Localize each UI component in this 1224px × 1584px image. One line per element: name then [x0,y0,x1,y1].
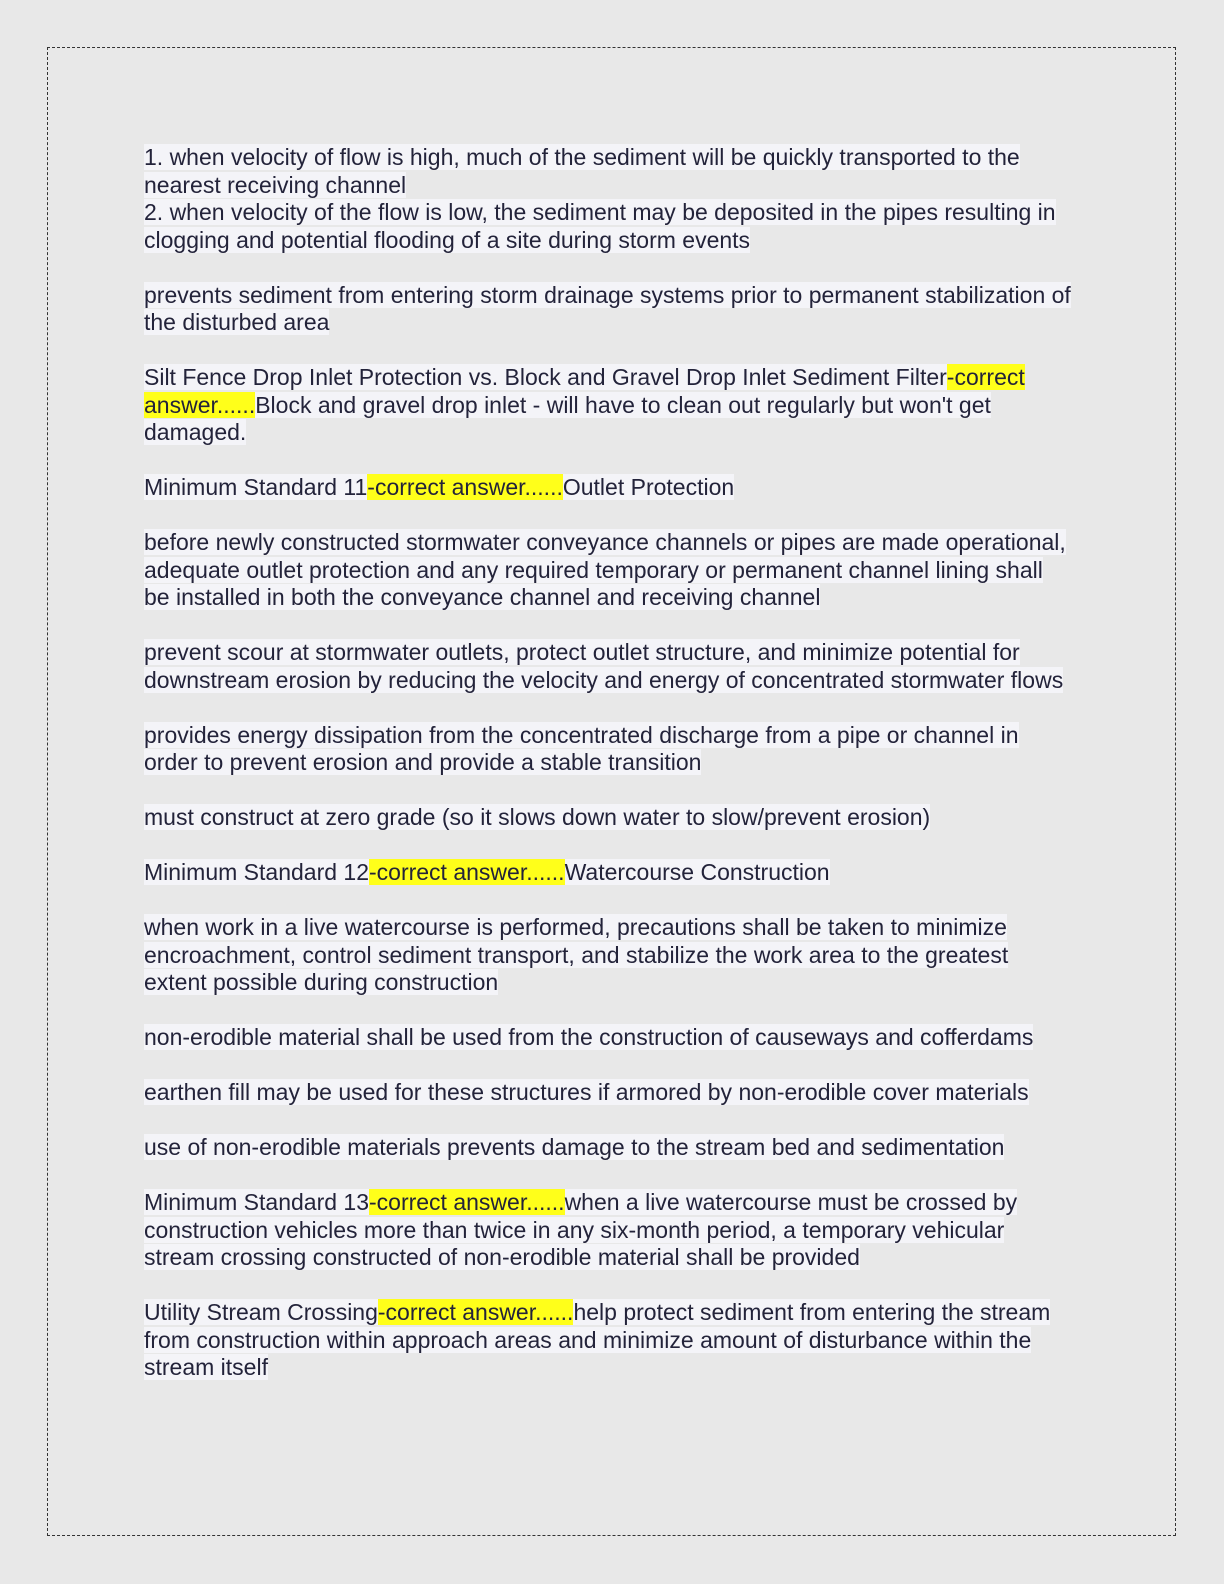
paragraph-term: Minimum Standard 11 [144,474,368,500]
paragraph-text: non-erodible material shall be used from the construction of causeways and cofferdams [144,1024,1034,1050]
paragraph [144,1024,1074,1052]
paragraph-answer: Block and gravel drop inlet - will have to clean out regularly but won't get damaged. [144,391,991,445]
paragraph-velocity-notes [144,144,1074,199]
correct-answer-marker: -correct answer...... [367,474,563,500]
paragraph-term: Minimum Standard 13 [144,1189,369,1215]
paragraph-term: Silt Fence Drop Inlet Protection vs. Block and Gravel Drop Inlet Sediment Filter [144,364,947,390]
paragraph [144,1299,1074,1382]
correct-answer-marker: -correct answer...... [144,364,1025,418]
paragraph-answer: help protect sediment from entering the stream from construction within approach areas and minimize amount of disturbance within the stream itself [144,1299,1051,1380]
document-body [144,144,1074,1409]
paragraph [144,282,1074,337]
paragraph [144,639,1074,694]
paragraph [144,364,1074,447]
correct-answer-marker: -correct answer...... [369,1189,565,1215]
paragraph [144,474,1074,502]
paragraph-text: 2. when velocity of the flow is low, the sediment may be deposited in the pipes resulting in clogging and potential flooding of a site during storm events [144,199,1056,253]
paragraph-text: prevents sediment from entering storm drainage systems prior to permanent stabilization of the disturbed area [144,281,1071,335]
paragraph-term: Utility Stream Crossing [144,1299,378,1325]
paragraph [144,914,1074,997]
paragraph [144,722,1074,777]
paragraph-text: provides energy dissipation from the concentrated discharge from a pipe or channel in order to prevent erosion and provide a stable transition [144,721,1019,775]
paragraph-answer: when a live watercourse must be crossed by construction vehicles more than twice in any six-month period, a temporary vehicular stream crossing constructed of non-erodible material shall be provided [144,1189,1018,1270]
paragraph-text: 1. when velocity of flow is high, much of the sediment will be quickly transported to the nearest receiving channel [144,144,1020,198]
paragraph-term: Minimum Standard 12 [144,859,369,885]
correct-answer-marker: -correct answer...... [369,859,565,885]
paragraph [144,1189,1074,1272]
paragraph [144,1079,1074,1107]
paragraph-velocity-notes-2 [144,199,1074,254]
paragraph [144,1134,1074,1162]
paragraph [144,804,1074,832]
paragraph [144,529,1074,612]
paragraph-text: before newly constructed stormwater conveyance channels or pipes are made operational, adequate outlet protection and any required temporary or permanent channel lining shall be installed in both the conveyance channel and receiving channel [144,529,1066,610]
paragraph-text: earthen fill may be used for these structures if armored by non-erodible cover materials [144,1079,1029,1105]
paragraph-text: use of non-erodible materials prevents damage to the stream bed and sedimentation [144,1134,1005,1160]
paragraph-text: must construct at zero grade (so it slows down water to slow/prevent erosion) [144,804,931,830]
paragraph [144,859,1074,887]
paragraph-answer: Watercourse Construction [564,859,830,885]
paragraph-text: prevent scour at stormwater outlets, protect outlet structure, and minimize potential for downstream erosion by reducing the velocity and energy of concentrated stormwater flows [144,639,1064,693]
paragraph-answer: Outlet Protection [562,474,735,500]
paragraph-text: when work in a live watercourse is performed, precautions shall be taken to minimize encroachment, control sediment transport, and stabilize the work area to the greatest extent possible during construction [144,914,1009,995]
correct-answer-marker: -correct answer...... [377,1299,574,1325]
